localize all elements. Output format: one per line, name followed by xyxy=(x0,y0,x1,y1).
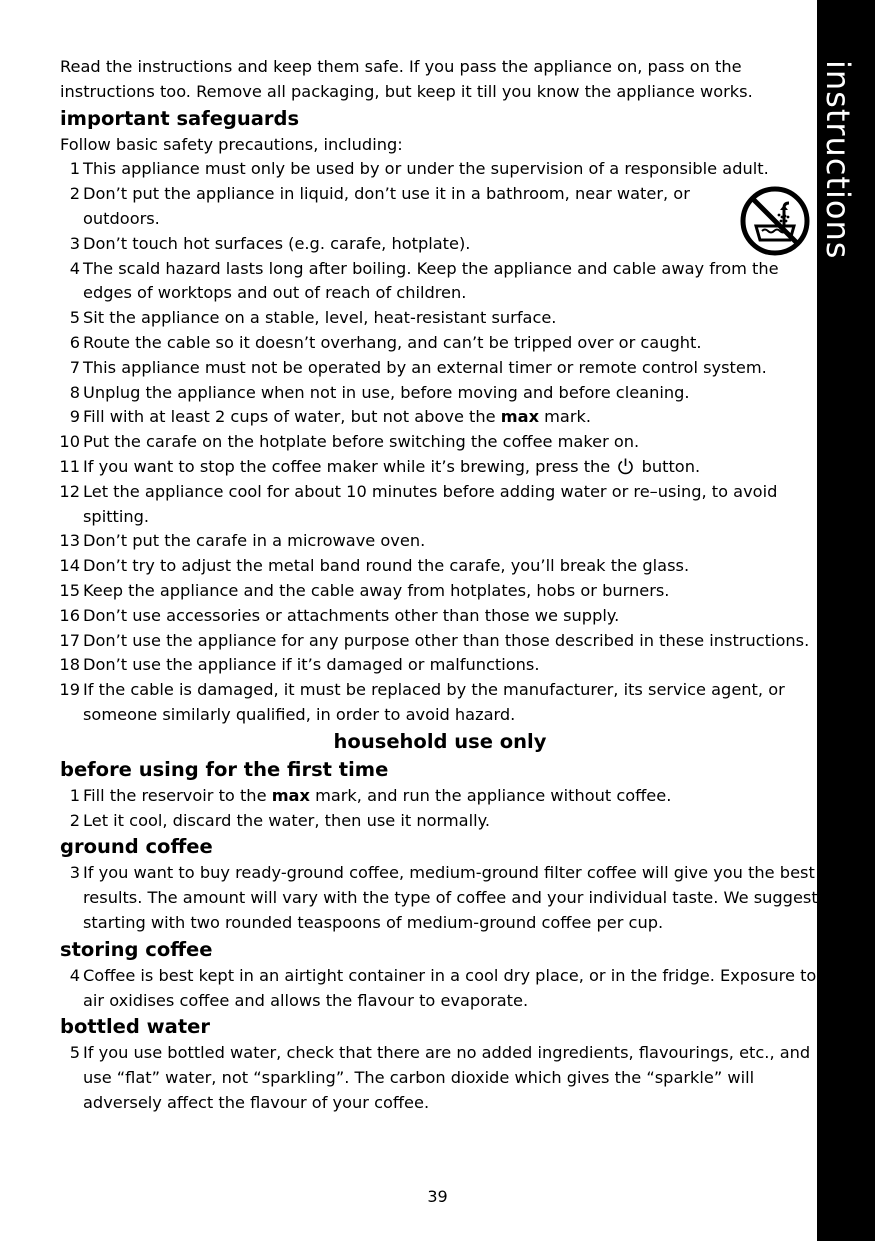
safeguards-lead: Follow basic safety precautions, including: xyxy=(60,134,403,154)
item-number: 3 xyxy=(69,233,80,253)
item-text: Don’t try to adjust the metal band round the carafe, you’ll break the glass. xyxy=(83,556,690,576)
power-icon xyxy=(617,457,634,475)
item-number: 18 xyxy=(59,655,80,675)
item-text: mark, and run the appliance without coffee. xyxy=(309,785,672,805)
item-number: 2 xyxy=(69,810,80,830)
list-item xyxy=(60,529,820,554)
list-item xyxy=(60,356,820,381)
safeguards-heading: important safeguards xyxy=(60,106,300,130)
list-item xyxy=(60,554,820,579)
item-number: 17 xyxy=(59,630,80,650)
list-item xyxy=(60,381,820,406)
item-number: 13 xyxy=(59,531,80,551)
item-number: 15 xyxy=(59,580,80,600)
list-item xyxy=(60,157,820,182)
ground-coffee-list xyxy=(60,861,820,935)
item-number: 1 xyxy=(69,159,80,179)
list-item xyxy=(60,182,820,232)
item-text: Fill the reservoir to the xyxy=(83,785,272,805)
list-item xyxy=(60,653,820,678)
item-number: 5 xyxy=(69,308,80,328)
list-item xyxy=(60,784,820,809)
bottled-water-heading: bottled water xyxy=(60,1015,210,1039)
list-item xyxy=(60,629,820,654)
item-text: Don’t put the carafe in a microwave oven. xyxy=(83,531,426,551)
item-text: Fill with at least 2 cups of water, but not above the xyxy=(83,407,501,427)
item-text: Don’t touch hot surfaces (e.g. carafe, hotplate). xyxy=(83,233,471,253)
item-number: 10 xyxy=(59,432,80,452)
item-number: 19 xyxy=(59,680,80,700)
list-item xyxy=(60,809,820,834)
item-number: 7 xyxy=(69,357,80,377)
instructions-page xyxy=(60,55,820,1116)
bottled-water-list xyxy=(60,1041,820,1115)
storing-coffee-heading: storing coffee xyxy=(60,937,213,961)
item-text: Don’t put the appliance in liquid, don’t use it in a bathroom, near water, or outdoors. xyxy=(83,184,690,228)
first-time-heading: before using for the first time xyxy=(60,757,389,781)
list-item xyxy=(60,480,820,530)
item-number: 5 xyxy=(69,1043,80,1063)
intro-paragraph: Read the instructions and keep them safe. If you pass the appliance on, pass on the instructions too. Remove all packaging, but keep it till you know the appliance works. xyxy=(60,57,753,101)
item-text: Put the carafe on the hotplate before switching the coffee maker on. xyxy=(83,432,640,452)
item-text: Don’t use the appliance for any purpose other than those described in these instructions. xyxy=(83,630,810,650)
item-text: Unplug the appliance when not in use, before moving and before cleaning. xyxy=(83,382,690,402)
item-text: If you want to stop the coffee maker while it’s brewing, press the xyxy=(83,456,616,476)
list-item xyxy=(60,861,820,935)
item-text: Route the cable so it doesn’t overhang, and can’t be tripped over or caught. xyxy=(83,332,702,352)
list-item xyxy=(60,306,820,331)
list-item xyxy=(60,430,820,455)
item-text: This appliance must not be operated by an external timer or remote control system. xyxy=(83,357,767,377)
list-item xyxy=(60,405,820,430)
list-item xyxy=(60,579,820,604)
item-number: 3 xyxy=(69,863,80,883)
item-text: If you use bottled water, check that there are no added ingredients, flavourings, etc., and use “flat” water, not “sparkling”. The carbon dioxide which gives the “sparkle” will adversely affect the flavour of your coffee. xyxy=(83,1043,811,1112)
item-number: 4 xyxy=(69,258,80,278)
household-use-notice: household use only xyxy=(333,729,547,753)
item-number: 1 xyxy=(69,785,80,805)
item-number: 8 xyxy=(69,382,80,402)
item-text: Don’t use accessories or attachments other than those we supply. xyxy=(83,605,620,625)
item-number: 11 xyxy=(59,456,80,476)
list-item xyxy=(60,1041,820,1115)
item-text: Let the appliance cool for about 10 minutes before adding water or re–using, to avoid spitting. xyxy=(83,481,778,526)
list-item xyxy=(60,257,820,307)
item-text: button. xyxy=(636,456,701,476)
item-text: This appliance must only be used by or under the supervision of a responsible adult. xyxy=(83,159,769,179)
item-text: Let it cool, discard the water, then use it normally. xyxy=(83,810,491,830)
item-text: If you want to buy ready-ground coffee, medium-ground filter coffee will give you the best results. The amount will vary with the type of coffee and your individual taste. We suggest starting with two rounded teaspoons of medium-ground coffee per cup. xyxy=(83,863,818,932)
first-time-list xyxy=(60,784,820,834)
item-number: 14 xyxy=(59,556,80,576)
item-text: The scald hazard lasts long after boiling. Keep the appliance and cable away from the edges of worktops and out of reach of children. xyxy=(83,258,779,303)
item-text: If the cable is damaged, it must be replaced by the manufacturer, its service agent, or someone similarly qualified, in order to avoid hazard. xyxy=(83,680,785,724)
item-number: 12 xyxy=(59,481,80,501)
list-item xyxy=(60,455,820,480)
item-number: 16 xyxy=(59,605,80,625)
list-item xyxy=(60,678,820,728)
item-number: 4 xyxy=(69,965,80,985)
item-text: Sit the appliance on a stable, level, heat-resistant surface. xyxy=(83,308,557,328)
safeguards-list xyxy=(60,157,820,727)
max-label: max xyxy=(271,785,310,805)
item-text: Keep the appliance and the cable away from hotplates, hobs or burners. xyxy=(83,580,670,600)
list-item xyxy=(60,232,820,257)
item-number: 9 xyxy=(69,407,80,427)
list-item xyxy=(60,604,820,629)
item-text: Don’t use the appliance if it’s damaged or malfunctions. xyxy=(83,655,540,675)
side-tab xyxy=(817,0,875,1241)
list-item xyxy=(60,964,820,1014)
side-tab-label: instructions xyxy=(819,60,857,260)
page-number: 39 xyxy=(427,1187,448,1206)
ground-coffee-heading: ground coffee xyxy=(60,835,213,859)
storing-coffee-list xyxy=(60,964,820,1014)
list-item xyxy=(60,331,820,356)
item-number: 6 xyxy=(69,332,80,352)
item-number: 2 xyxy=(69,184,80,204)
item-text: Coffee is best kept in an airtight container in a cool dry place, or in the fridge. Exposure to air oxidises coffee and allows the flavour to evaporate. xyxy=(83,965,817,1010)
item-text: mark. xyxy=(539,407,592,427)
max-label: max xyxy=(500,407,540,427)
